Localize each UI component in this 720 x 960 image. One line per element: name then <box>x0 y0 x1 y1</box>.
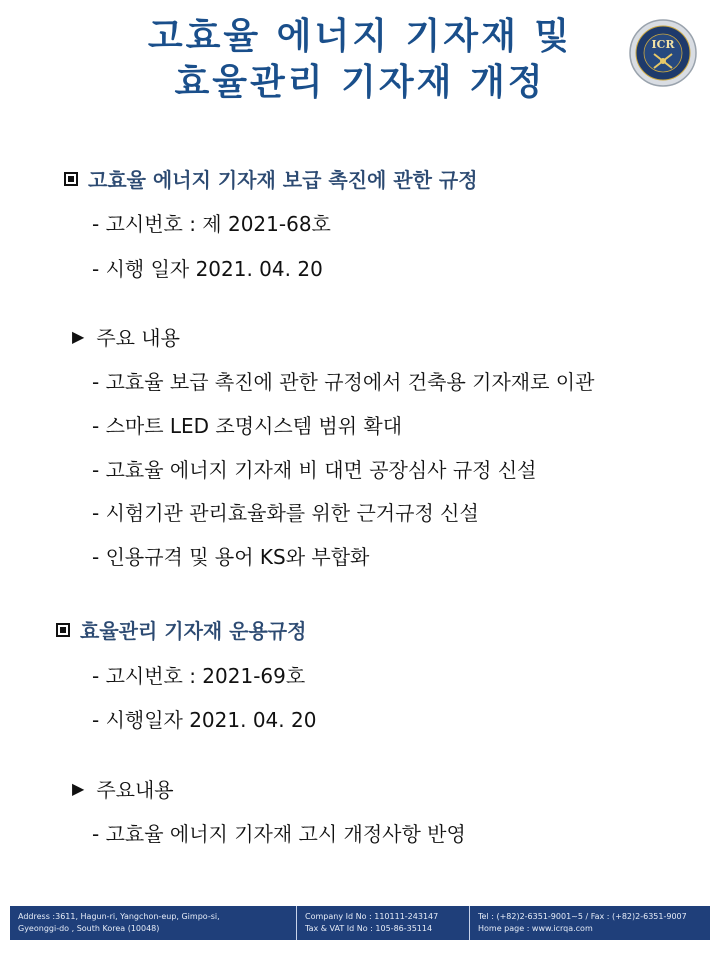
section1-notice: - 고시번호 : 제 2021-68호 <box>92 212 331 236</box>
logo-text: ICR <box>651 38 675 51</box>
footer-address: Address :3611, Hagun-ri, Yangchon-eup, Gimpo-si, Gyeonggi-do , South Korea (10048) <box>10 906 297 940</box>
square-bullet-icon <box>64 172 78 186</box>
section1-heading: 고효율 에너지 기자재 보급 촉진에 관한 규정 <box>64 164 478 193</box>
triangle-bullet-icon: ▶ <box>72 779 85 798</box>
triangle-bullet-icon: ▶ <box>72 327 85 346</box>
list-item: - 스마트 LED 조명시스템 범위 확대 <box>92 414 403 438</box>
list-item: - 시험기관 관리효율화를 위한 근거규정 신설 <box>92 501 479 525</box>
section2-contents-label: ▶ 주요내용 <box>72 778 174 802</box>
page-title <box>0 14 720 106</box>
section1-contents-label: ▶ 주요 내용 <box>72 326 180 350</box>
list-item: - 인용규격 및 용어 KS와 부합화 <box>92 545 370 569</box>
section2-notice: - 고시번호 : 2021-69호 <box>92 664 306 688</box>
title-line-1: 고효율 에너지 기자재 및 <box>147 16 573 57</box>
list-item: - 고효율 보급 촉진에 관한 규정에서 건축용 기자재로 이관 <box>92 370 595 394</box>
footer-contact: Tel : (+82)2-6351-9001~5 / Fax : (+82)2-6351-9007 Home page : www.icrqa.com <box>470 906 710 940</box>
title-line-2: 효율관리 기자재 개정 <box>174 62 546 103</box>
footer-bar <box>10 906 710 940</box>
list-item: - 고효율 에너지 기자재 고시 개정사항 반영 <box>92 822 466 846</box>
section1-date: - 시행 일자 2021. 04. 20 <box>92 257 323 281</box>
section2-date: - 시행일자 2021. 04. 20 <box>92 708 317 732</box>
square-bullet-icon <box>56 623 70 637</box>
section2-heading: 효율관리 기자재 운용규정 <box>56 615 306 644</box>
homepage-link[interactable]: Home page : www.icrqa.com <box>478 924 593 933</box>
footer-ids: Company Id No : 110111-243147 Tax & VAT Id No : 105-86-35114 <box>297 906 470 940</box>
icr-seal-logo <box>628 18 698 88</box>
list-item: - 고효율 에너지 기자재 비 대면 공장심사 규정 신설 <box>92 458 537 482</box>
